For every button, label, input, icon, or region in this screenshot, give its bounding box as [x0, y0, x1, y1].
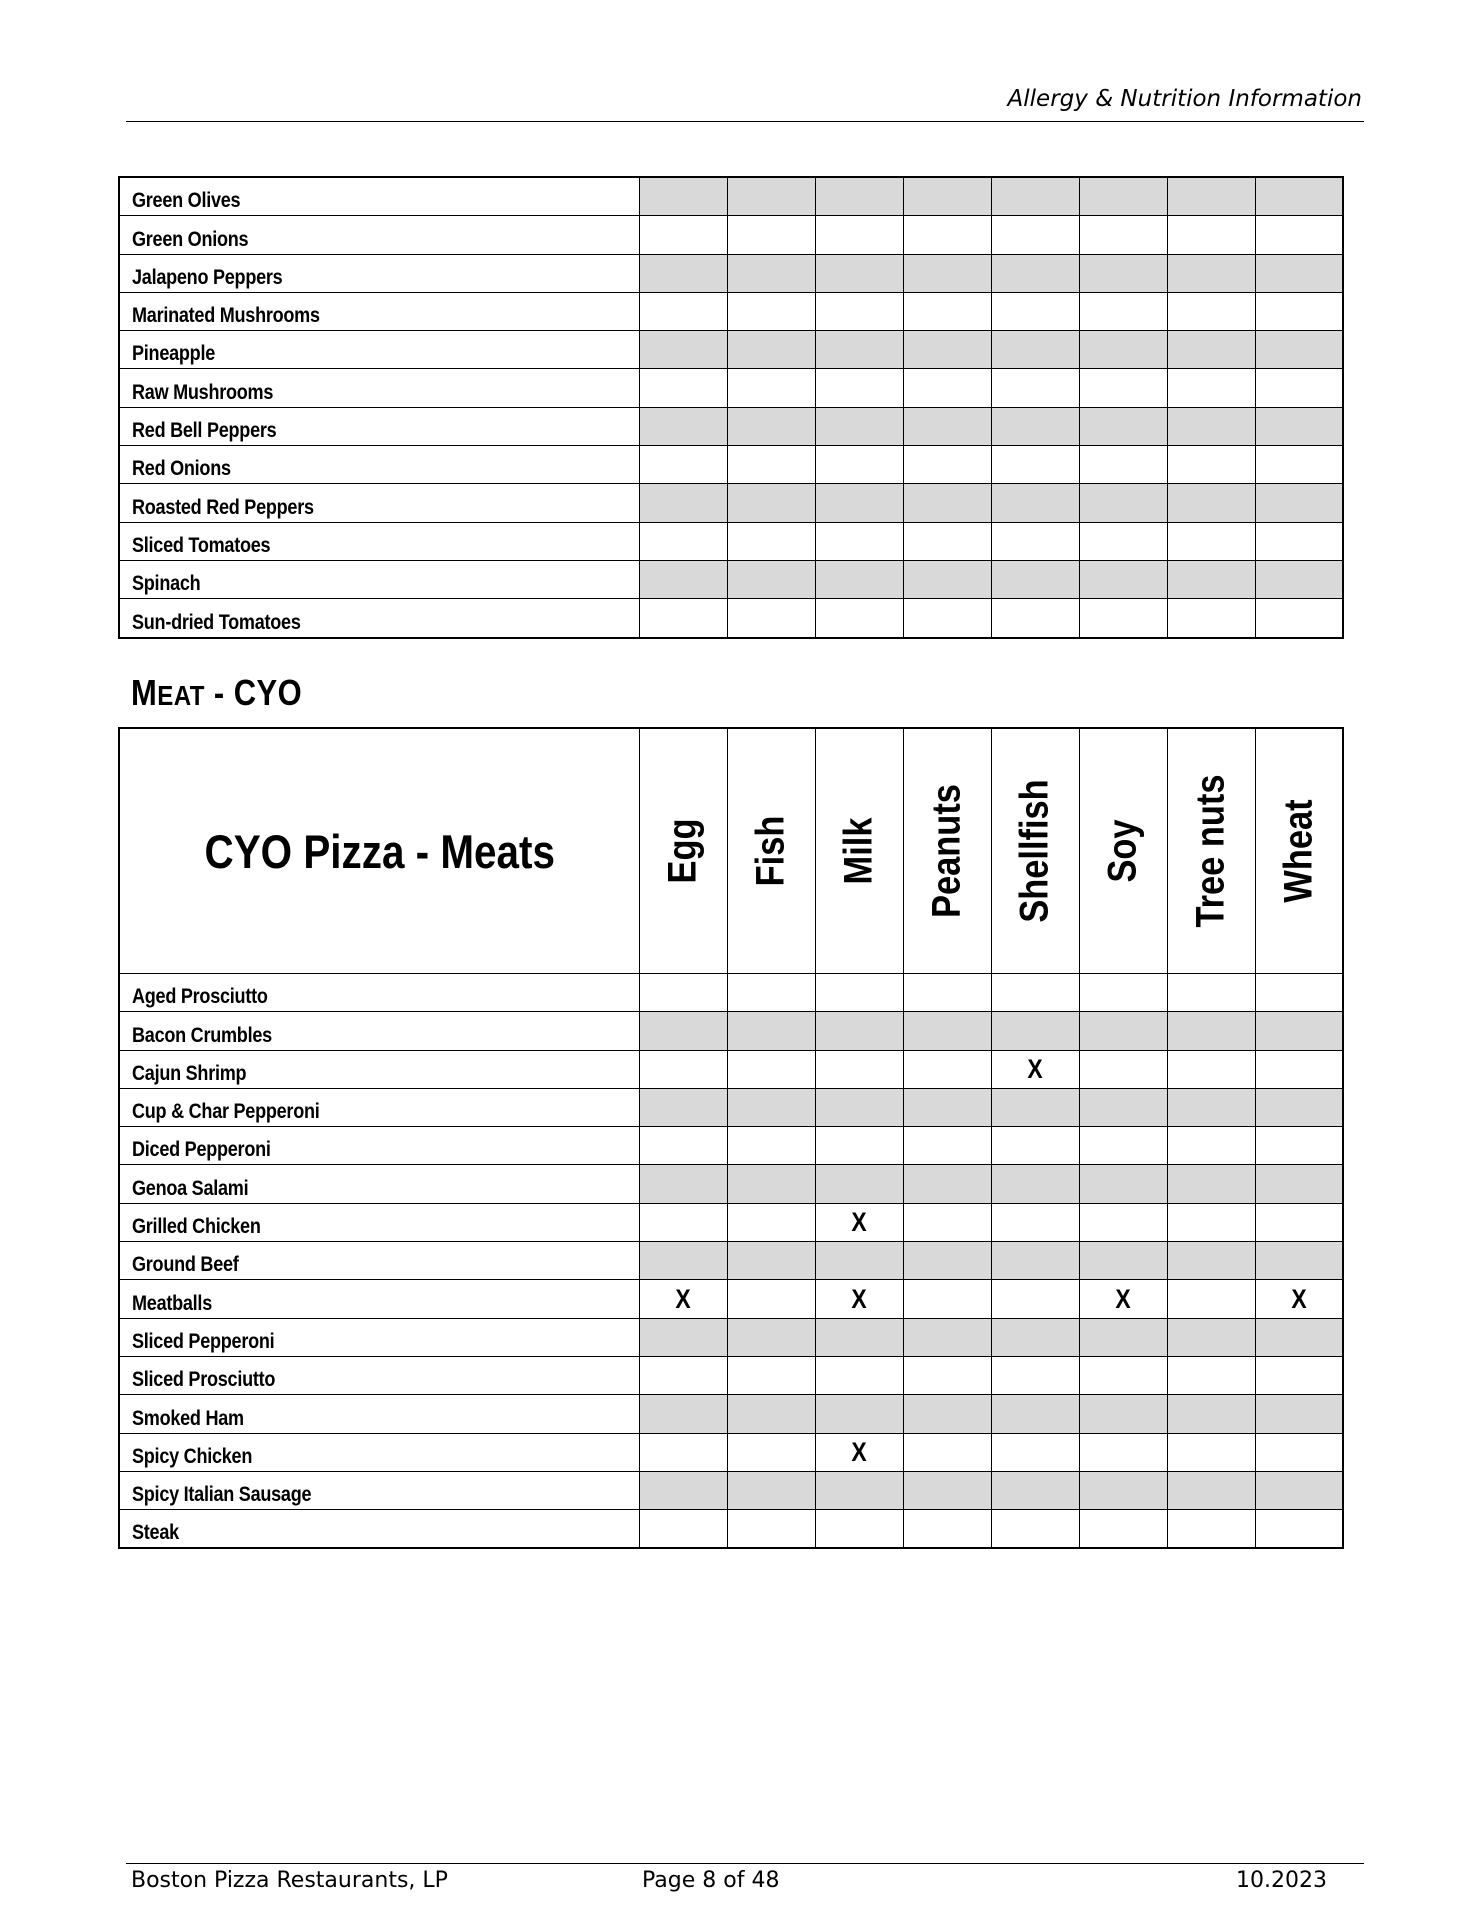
allergen-cell [727, 1395, 815, 1433]
allergen-cell [1255, 177, 1343, 216]
allergen-cell [991, 407, 1079, 445]
table-row [119, 599, 1343, 638]
allergen-cell [991, 292, 1079, 330]
allergen-cell [1255, 216, 1343, 254]
allergen-cell [903, 177, 991, 216]
allergen-cell [1255, 1395, 1343, 1433]
allergen-cell [815, 446, 903, 484]
row-item-name: Green Onions [119, 216, 639, 254]
column-header-milk: Milk [815, 728, 903, 974]
allergen-cell [639, 1012, 727, 1050]
allergen-cell [1255, 599, 1343, 638]
allergen-cell [1167, 369, 1255, 407]
allergen-cell [639, 484, 727, 522]
row-item-name: Spicy Italian Sausage [119, 1471, 639, 1509]
allergen-cell [991, 1127, 1079, 1165]
allergen-cell [1255, 1165, 1343, 1203]
meat-allergen-table [118, 727, 1344, 1549]
header-rule [126, 121, 1364, 122]
allergen-cell [727, 1012, 815, 1050]
allergen-cell [1079, 1510, 1167, 1549]
row-item-name: Diced Pepperoni [119, 1127, 639, 1165]
allergen-cell [1079, 484, 1167, 522]
allergen-cell [639, 974, 727, 1012]
allergen-cell [1079, 1165, 1167, 1203]
row-item-name: Red Onions [119, 446, 639, 484]
allergen-cell [991, 1088, 1079, 1126]
row-item-name: Raw Mushrooms [119, 369, 639, 407]
allergen-cell [1167, 599, 1255, 638]
allergen-cell [815, 177, 903, 216]
allergen-cell [903, 1471, 991, 1509]
allergen-cell [1079, 560, 1167, 598]
table-row [119, 560, 1343, 598]
footer-company: Boston Pizza Restaurants, LP [131, 1868, 448, 1893]
allergen-cell [639, 560, 727, 598]
allergen-cell [639, 1356, 727, 1394]
allergen-cell: X [815, 1280, 903, 1318]
table-row [119, 1356, 1343, 1394]
allergen-cell [815, 1471, 903, 1509]
allergen-cell [991, 1242, 1079, 1280]
allergen-cell [815, 974, 903, 1012]
allergen-cell [1079, 254, 1167, 292]
allergen-cell [815, 216, 903, 254]
row-item-name: Meatballs [119, 1280, 639, 1318]
table-row [119, 1471, 1343, 1509]
allergen-cell [1255, 560, 1343, 598]
allergen-cell [727, 331, 815, 369]
allergen-cell [1167, 1127, 1255, 1165]
allergen-cell [1167, 560, 1255, 598]
header-title: Allergy & Nutrition Information [1007, 86, 1362, 112]
column-header-peanuts: Peanuts [903, 728, 991, 974]
allergen-cell [639, 1203, 727, 1241]
allergen-cell [1255, 1088, 1343, 1126]
allergen-cell [1079, 1356, 1167, 1394]
allergen-cell [903, 292, 991, 330]
allergen-cell [1079, 1471, 1167, 1509]
row-item-name: Roasted Red Peppers [119, 484, 639, 522]
allergen-cell [727, 292, 815, 330]
allergen-cell [815, 1165, 903, 1203]
column-header-fish: Fish [727, 728, 815, 974]
allergen-cell [903, 484, 991, 522]
allergen-cell [1167, 1165, 1255, 1203]
allergen-cell [639, 369, 727, 407]
allergen-cell [1167, 974, 1255, 1012]
allergen-cell [903, 1127, 991, 1165]
row-item-name: Smoked Ham [119, 1395, 639, 1433]
column-header-soy: Soy [1079, 728, 1167, 974]
allergen-cell [1255, 1242, 1343, 1280]
allergen-cell [639, 1510, 727, 1549]
allergen-cell [815, 1242, 903, 1280]
table-row [119, 216, 1343, 254]
allergen-cell [903, 1280, 991, 1318]
row-item-name: Ground Beef [119, 1242, 639, 1280]
allergen-cell [1079, 974, 1167, 1012]
allergen-cell [815, 484, 903, 522]
allergen-cell [639, 177, 727, 216]
allergen-cell [639, 1471, 727, 1509]
allergen-cell [727, 484, 815, 522]
allergen-cell [815, 522, 903, 560]
allergen-cell [1255, 292, 1343, 330]
allergen-cell [903, 1510, 991, 1549]
allergen-cell [1167, 216, 1255, 254]
allergen-cell: X [815, 1203, 903, 1241]
table-row [119, 1127, 1343, 1165]
allergen-cell [639, 1395, 727, 1433]
allergen-cell [1255, 331, 1343, 369]
allergen-cell [991, 254, 1079, 292]
allergen-cell [639, 1050, 727, 1088]
table-row [119, 331, 1343, 369]
allergen-cell [1167, 177, 1255, 216]
allergen-cell [1255, 522, 1343, 560]
allergen-cell [639, 522, 727, 560]
allergen-cell [1255, 974, 1343, 1012]
allergen-cell [815, 1050, 903, 1088]
row-item-name: Spicy Chicken [119, 1433, 639, 1471]
allergen-cell [1167, 407, 1255, 445]
allergen-cell [991, 1356, 1079, 1394]
allergen-cell [903, 599, 991, 638]
allergen-cell [991, 446, 1079, 484]
table-header-row [119, 728, 1343, 974]
allergen-cell [1079, 1242, 1167, 1280]
allergen-cell [639, 1088, 727, 1126]
row-item-name: Grilled Chicken [119, 1203, 639, 1241]
table-row [119, 1318, 1343, 1356]
allergen-cell [1079, 407, 1167, 445]
table-row [119, 446, 1343, 484]
allergen-cell [727, 1356, 815, 1394]
table-row [119, 484, 1343, 522]
allergen-cell [1167, 1356, 1255, 1394]
table-row [119, 1242, 1343, 1280]
allergen-cell [727, 599, 815, 638]
table-row [119, 974, 1343, 1012]
allergen-cell [815, 1356, 903, 1394]
allergen-cell [991, 1471, 1079, 1509]
allergen-cell [1167, 1395, 1255, 1433]
table-row [119, 1012, 1343, 1050]
allergen-cell [903, 446, 991, 484]
allergen-cell [815, 369, 903, 407]
allergen-cell [1079, 369, 1167, 407]
column-header-tree-nuts: Tree nuts [1167, 728, 1255, 974]
allergen-cell [815, 407, 903, 445]
allergen-cell [1255, 446, 1343, 484]
allergen-cell [903, 1356, 991, 1394]
row-item-name: Sliced Tomatoes [119, 522, 639, 560]
allergen-cell [815, 292, 903, 330]
table-row [119, 292, 1343, 330]
allergen-cell [991, 1318, 1079, 1356]
allergen-cell [639, 407, 727, 445]
allergen-cell [639, 1165, 727, 1203]
row-item-name: Aged Prosciutto [119, 974, 639, 1012]
table-row [119, 1510, 1343, 1549]
allergen-cell [727, 1471, 815, 1509]
allergen-cell [1079, 1088, 1167, 1126]
allergen-cell [1079, 599, 1167, 638]
table-row [119, 1395, 1343, 1433]
row-item-name: Pineapple [119, 331, 639, 369]
allergen-cell [903, 1203, 991, 1241]
table-row [119, 1050, 1343, 1088]
allergen-cell [727, 1318, 815, 1356]
allergen-cell [1079, 446, 1167, 484]
allergen-cell [903, 522, 991, 560]
table-row [119, 1088, 1343, 1126]
allergen-cell [1079, 292, 1167, 330]
table-row [119, 1165, 1343, 1203]
allergen-cell [1167, 331, 1255, 369]
table-row [119, 254, 1343, 292]
row-item-name: Sliced Prosciutto [119, 1356, 639, 1394]
allergen-cell [1079, 1318, 1167, 1356]
table-row [119, 369, 1343, 407]
allergen-cell [903, 1395, 991, 1433]
allergen-cell [1079, 1127, 1167, 1165]
row-item-name: Cajun Shrimp [119, 1050, 639, 1088]
table-title: CYO Pizza - Meats [119, 728, 639, 974]
allergen-cell [1167, 484, 1255, 522]
allergen-cell [639, 1242, 727, 1280]
allergen-cell [991, 1012, 1079, 1050]
allergen-cell [903, 1012, 991, 1050]
allergen-cell [639, 292, 727, 330]
row-item-name: Jalapeno Peppers [119, 254, 639, 292]
allergen-cell [727, 1280, 815, 1318]
allergen-cell [1255, 254, 1343, 292]
allergen-cell [903, 560, 991, 598]
allergen-cell [903, 331, 991, 369]
allergen-cell [991, 1203, 1079, 1241]
table-row [119, 1433, 1343, 1471]
allergen-cell [903, 1050, 991, 1088]
allergen-cell [727, 1165, 815, 1203]
allergen-cell [1167, 254, 1255, 292]
allergen-cell [991, 369, 1079, 407]
allergen-cell [991, 1510, 1079, 1549]
allergen-cell [815, 1127, 903, 1165]
row-item-name: Sliced Pepperoni [119, 1318, 639, 1356]
allergen-cell [727, 1127, 815, 1165]
allergen-cell [1167, 522, 1255, 560]
allergen-cell [1255, 1050, 1343, 1088]
allergen-cell [903, 407, 991, 445]
allergen-cell [991, 974, 1079, 1012]
footer-page-number: Page 8 of 48 [642, 1868, 780, 1893]
allergen-cell [727, 1242, 815, 1280]
allergen-cell [991, 1280, 1079, 1318]
allergen-cell [1167, 1203, 1255, 1241]
allergen-cell [727, 446, 815, 484]
allergen-cell [1079, 216, 1167, 254]
table-row [119, 1280, 1343, 1318]
allergen-cell [991, 177, 1079, 216]
allergen-cell [727, 1433, 815, 1471]
row-item-name: Spinach [119, 560, 639, 598]
allergen-cell [991, 331, 1079, 369]
allergen-cell [1255, 1203, 1343, 1241]
table-row [119, 407, 1343, 445]
allergen-cell [1167, 1280, 1255, 1318]
allergen-cell [991, 216, 1079, 254]
allergen-cell [991, 560, 1079, 598]
allergen-cell [1255, 1127, 1343, 1165]
allergen-cell [727, 177, 815, 216]
allergen-cell [1079, 1203, 1167, 1241]
allergen-cell: X [1079, 1280, 1167, 1318]
allergen-cell [639, 216, 727, 254]
allergen-cell: X [815, 1433, 903, 1471]
table-row [119, 177, 1343, 216]
allergen-cell [727, 216, 815, 254]
allergen-cell [1079, 331, 1167, 369]
allergen-cell [1255, 1510, 1343, 1549]
allergen-cell [815, 331, 903, 369]
allergen-cell [903, 1318, 991, 1356]
allergen-cell [727, 522, 815, 560]
allergen-cell [1167, 1433, 1255, 1471]
allergen-cell [1255, 407, 1343, 445]
allergen-cell [727, 369, 815, 407]
allergen-cell [903, 1165, 991, 1203]
allergen-cell [1255, 1433, 1343, 1471]
allergen-cell [1079, 1012, 1167, 1050]
section-title: MEAT - CYO [131, 672, 303, 713]
allergen-cell [991, 599, 1079, 638]
allergen-cell [1079, 1395, 1167, 1433]
footer-rule [126, 1863, 1364, 1864]
allergen-cell [1167, 1471, 1255, 1509]
allergen-cell [1255, 369, 1343, 407]
allergen-cell [991, 1165, 1079, 1203]
allergen-cell [727, 1088, 815, 1126]
allergen-cell [1079, 522, 1167, 560]
allergen-cell [903, 369, 991, 407]
allergen-cell [815, 254, 903, 292]
footer-date: 10.2023 [1236, 1868, 1327, 1893]
allergen-cell [903, 216, 991, 254]
row-item-name: Cup & Char Pepperoni [119, 1088, 639, 1126]
row-item-name: Marinated Mushrooms [119, 292, 639, 330]
allergen-cell: X [991, 1050, 1079, 1088]
allergen-cell [903, 1088, 991, 1126]
allergen-cell [1167, 446, 1255, 484]
column-header-wheat: Wheat [1255, 728, 1343, 974]
allergen-cell [1255, 1471, 1343, 1509]
vegetable-allergen-table [118, 176, 1344, 639]
allergen-cell [727, 560, 815, 598]
allergen-cell [639, 1127, 727, 1165]
allergen-cell [903, 1242, 991, 1280]
allergen-cell [815, 560, 903, 598]
allergen-cell [815, 1510, 903, 1549]
allergen-cell [727, 1203, 815, 1241]
allergen-cell [815, 1012, 903, 1050]
allergen-cell [991, 484, 1079, 522]
allergen-cell [727, 1050, 815, 1088]
allergen-cell [727, 407, 815, 445]
column-header-shellfish: Shellfish [991, 728, 1079, 974]
allergen-cell [1255, 1012, 1343, 1050]
allergen-cell [1167, 1318, 1255, 1356]
allergen-cell [815, 1318, 903, 1356]
allergen-cell [639, 446, 727, 484]
allergen-cell [903, 1433, 991, 1471]
table-row [119, 1203, 1343, 1241]
allergen-cell [1079, 1050, 1167, 1088]
allergen-cell [903, 254, 991, 292]
allergen-cell [903, 974, 991, 1012]
allergen-cell [727, 974, 815, 1012]
row-item-name: Genoa Salami [119, 1165, 639, 1203]
allergen-cell [1255, 1356, 1343, 1394]
allergen-cell [1167, 1510, 1255, 1549]
table-row [119, 522, 1343, 560]
allergen-cell [815, 599, 903, 638]
allergen-cell [991, 1395, 1079, 1433]
allergen-cell [639, 1318, 727, 1356]
allergen-cell [639, 599, 727, 638]
allergen-cell [815, 1088, 903, 1126]
allergen-cell [1167, 1012, 1255, 1050]
allergen-cell [639, 254, 727, 292]
row-item-name: Bacon Crumbles [119, 1012, 639, 1050]
allergen-cell [1167, 1088, 1255, 1126]
allergen-cell [1255, 1318, 1343, 1356]
allergen-cell [727, 1510, 815, 1549]
row-item-name: Steak [119, 1510, 639, 1549]
allergen-cell [1079, 1433, 1167, 1471]
allergen-cell: X [639, 1280, 727, 1318]
column-header-egg: Egg [639, 728, 727, 974]
row-item-name: Green Olives [119, 177, 639, 216]
allergen-cell [639, 1433, 727, 1471]
allergen-cell [639, 331, 727, 369]
row-item-name: Red Bell Peppers [119, 407, 639, 445]
allergen-cell [1255, 484, 1343, 522]
allergen-cell [991, 522, 1079, 560]
allergen-cell [1079, 177, 1167, 216]
allergen-cell: X [1255, 1280, 1343, 1318]
allergen-cell [727, 254, 815, 292]
allergen-cell [1167, 1242, 1255, 1280]
allergen-cell [815, 1395, 903, 1433]
row-item-name: Sun-dried Tomatoes [119, 599, 639, 638]
allergen-cell [1167, 1050, 1255, 1088]
allergen-cell [1167, 292, 1255, 330]
allergen-cell [991, 1433, 1079, 1471]
